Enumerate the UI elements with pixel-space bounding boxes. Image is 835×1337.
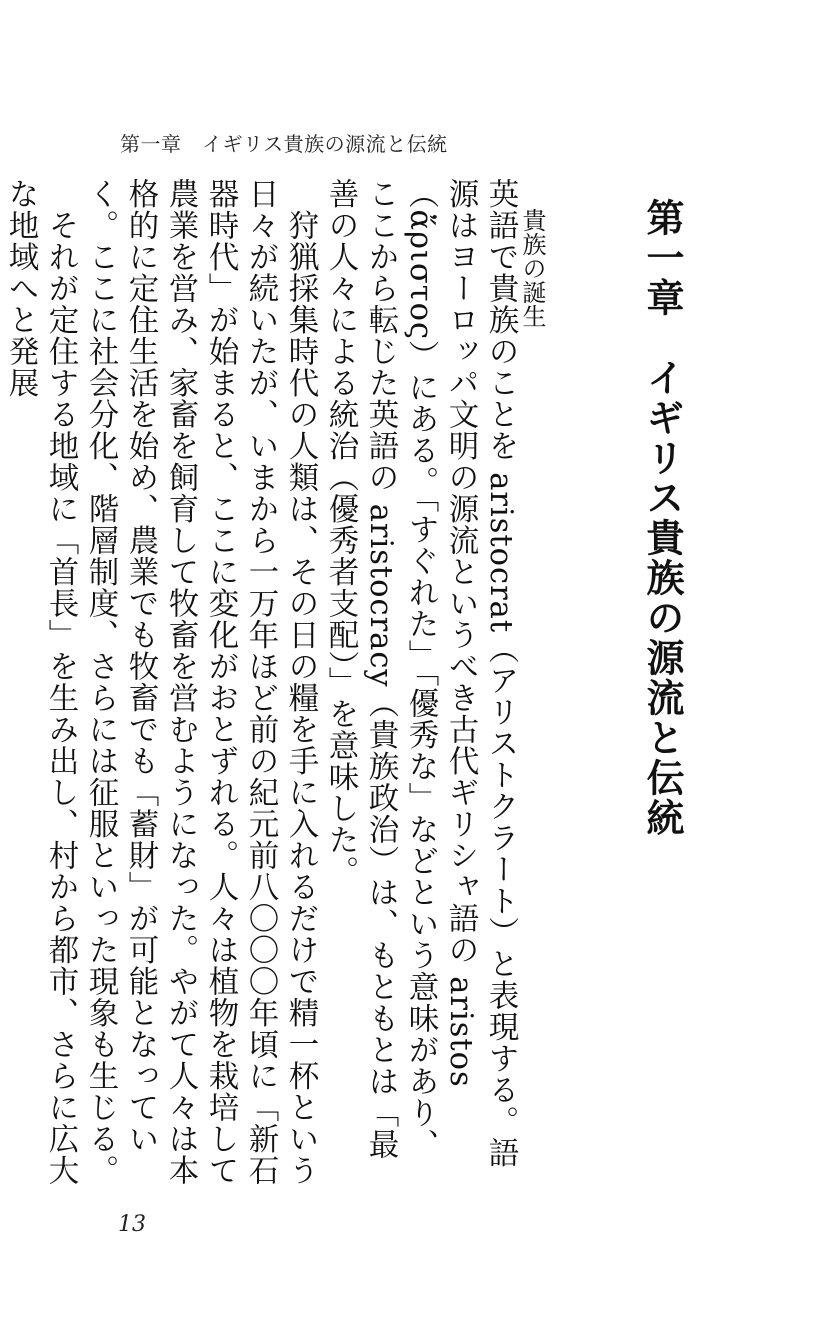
body-text (3, 178, 520, 1188)
paragraph: 狩猟採集時代の人類は、その日の糧を手に入れるだけで精一杯という日々が続いたが、いまから一万年ほど前の紀元前八〇〇〇年頃に「新石器時代」が始まると、ここに変化がおとずれる。人々は植物を栽培して農業を営み、家畜を飼育して牧畜を営むようになった。やがて人々は本格的に定住生活を始め、農業でも牧畜でも「蓄財」が可能となっていく。ここに社会分化、階層制度、さらには征服といった現象も生じる。 (83, 178, 318, 1186)
paragraph: 英語で貴族のことを aristocrat（アリストクラート）と表現する。語源はヨーロッパ文明の源流というべき古代ギリシャ語の aristos（ἄριστος）にある。「すぐれた」「優秀な」などという意味があり、ここから転じた英語の aristocracy（貴族政治）は、もともとは「最善の人々による統治（優秀者支配）」を意味した。 (323, 178, 518, 1169)
paragraph: それが定住する地域に「首長」を生み出し、村から都市、さらに広大な地域へと発展 (3, 178, 78, 1186)
page-number: 13 (118, 1212, 146, 1237)
running-head: 第一章 イギリス貴族の源流と伝統 (120, 132, 448, 156)
chapter-title: 第一章 イギリス貴族の源流と伝統 (640, 198, 684, 838)
section-heading: 貴族の誕生 (518, 208, 546, 328)
